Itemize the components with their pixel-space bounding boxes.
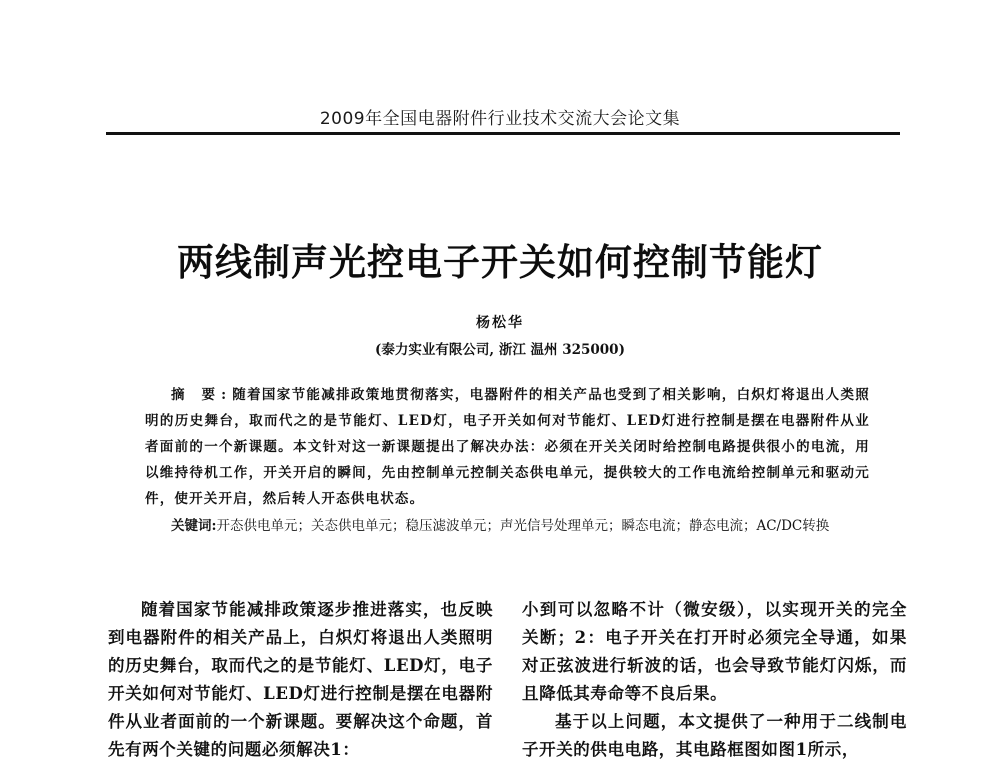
abstract — [145, 382, 870, 512]
body-right-column — [522, 596, 907, 764]
paper-title: 两线制声光控电子开关如何控制节能灯 — [177, 241, 823, 284]
header-rule — [106, 132, 900, 135]
author-name: 杨松华 — [476, 315, 524, 331]
abstract-label: 摘 要: — [171, 387, 233, 403]
abstract-text: 随着国家节能减排政策地贯彻落实，电器附件的相关产品也受到了相关影响，白炽灯将退出人类照明的历史舞台，取而代之的是节能灯、LED灯，电子开关如何对节能灯、LED灯进行控制是摆在电器附件从业者面前的一个新课题。本文针对这一新课题提出了解决办法：必须在开关关闭时给控制电路提供很小的电流，用以维持待机工作，开关开启的瞬间，先由控制单元控制关态供电单元，提供较大的工作电流给控制单元和驱动元件，使开关开启，然后转人开态供电状态。 — [145, 387, 870, 507]
body-left-column — [108, 596, 493, 764]
keywords — [145, 513, 870, 539]
author-affiliation: (泰力实业有限公司, 浙江 温州 325000) — [375, 342, 625, 358]
body-paragraph: 随着国家节能减排政策逐步推进落实，也反映到电器附件的相关产品上，白炽灯将退出人类照明的历史舞台，取而代之的是节能灯、LED灯，电子开关如何对节能灯、LED灯进行控制是摆在电器附件从业者面前的一个新课题。要解决这个命题，首先有两个关键的问题必须解决1： — [108, 600, 493, 759]
body-paragraph: 小到可以忽略不计（微安级），以实现开关的完全关断；2：电子开关在打开时必须完全导通，如果对正弦波进行斩波的话，也会导致节能灯闪烁，而且降低其寿命等不良后果。 — [522, 600, 907, 703]
keywords-text: 开态供电单元；关态供电单元；稳压滤波单元；声光信号处理单元；瞬态电流；静态电流；AC/DC转换 — [216, 518, 830, 534]
body-paragraph: 基于以上问题，本文提供了一种用于二线制电子开关的供电电路，其电路框图如图1所示， — [522, 712, 907, 759]
running-head: 2009年全国电器附件行业技术交流大会论文集 — [319, 109, 681, 129]
keywords-label: 关键词: — [171, 518, 217, 534]
